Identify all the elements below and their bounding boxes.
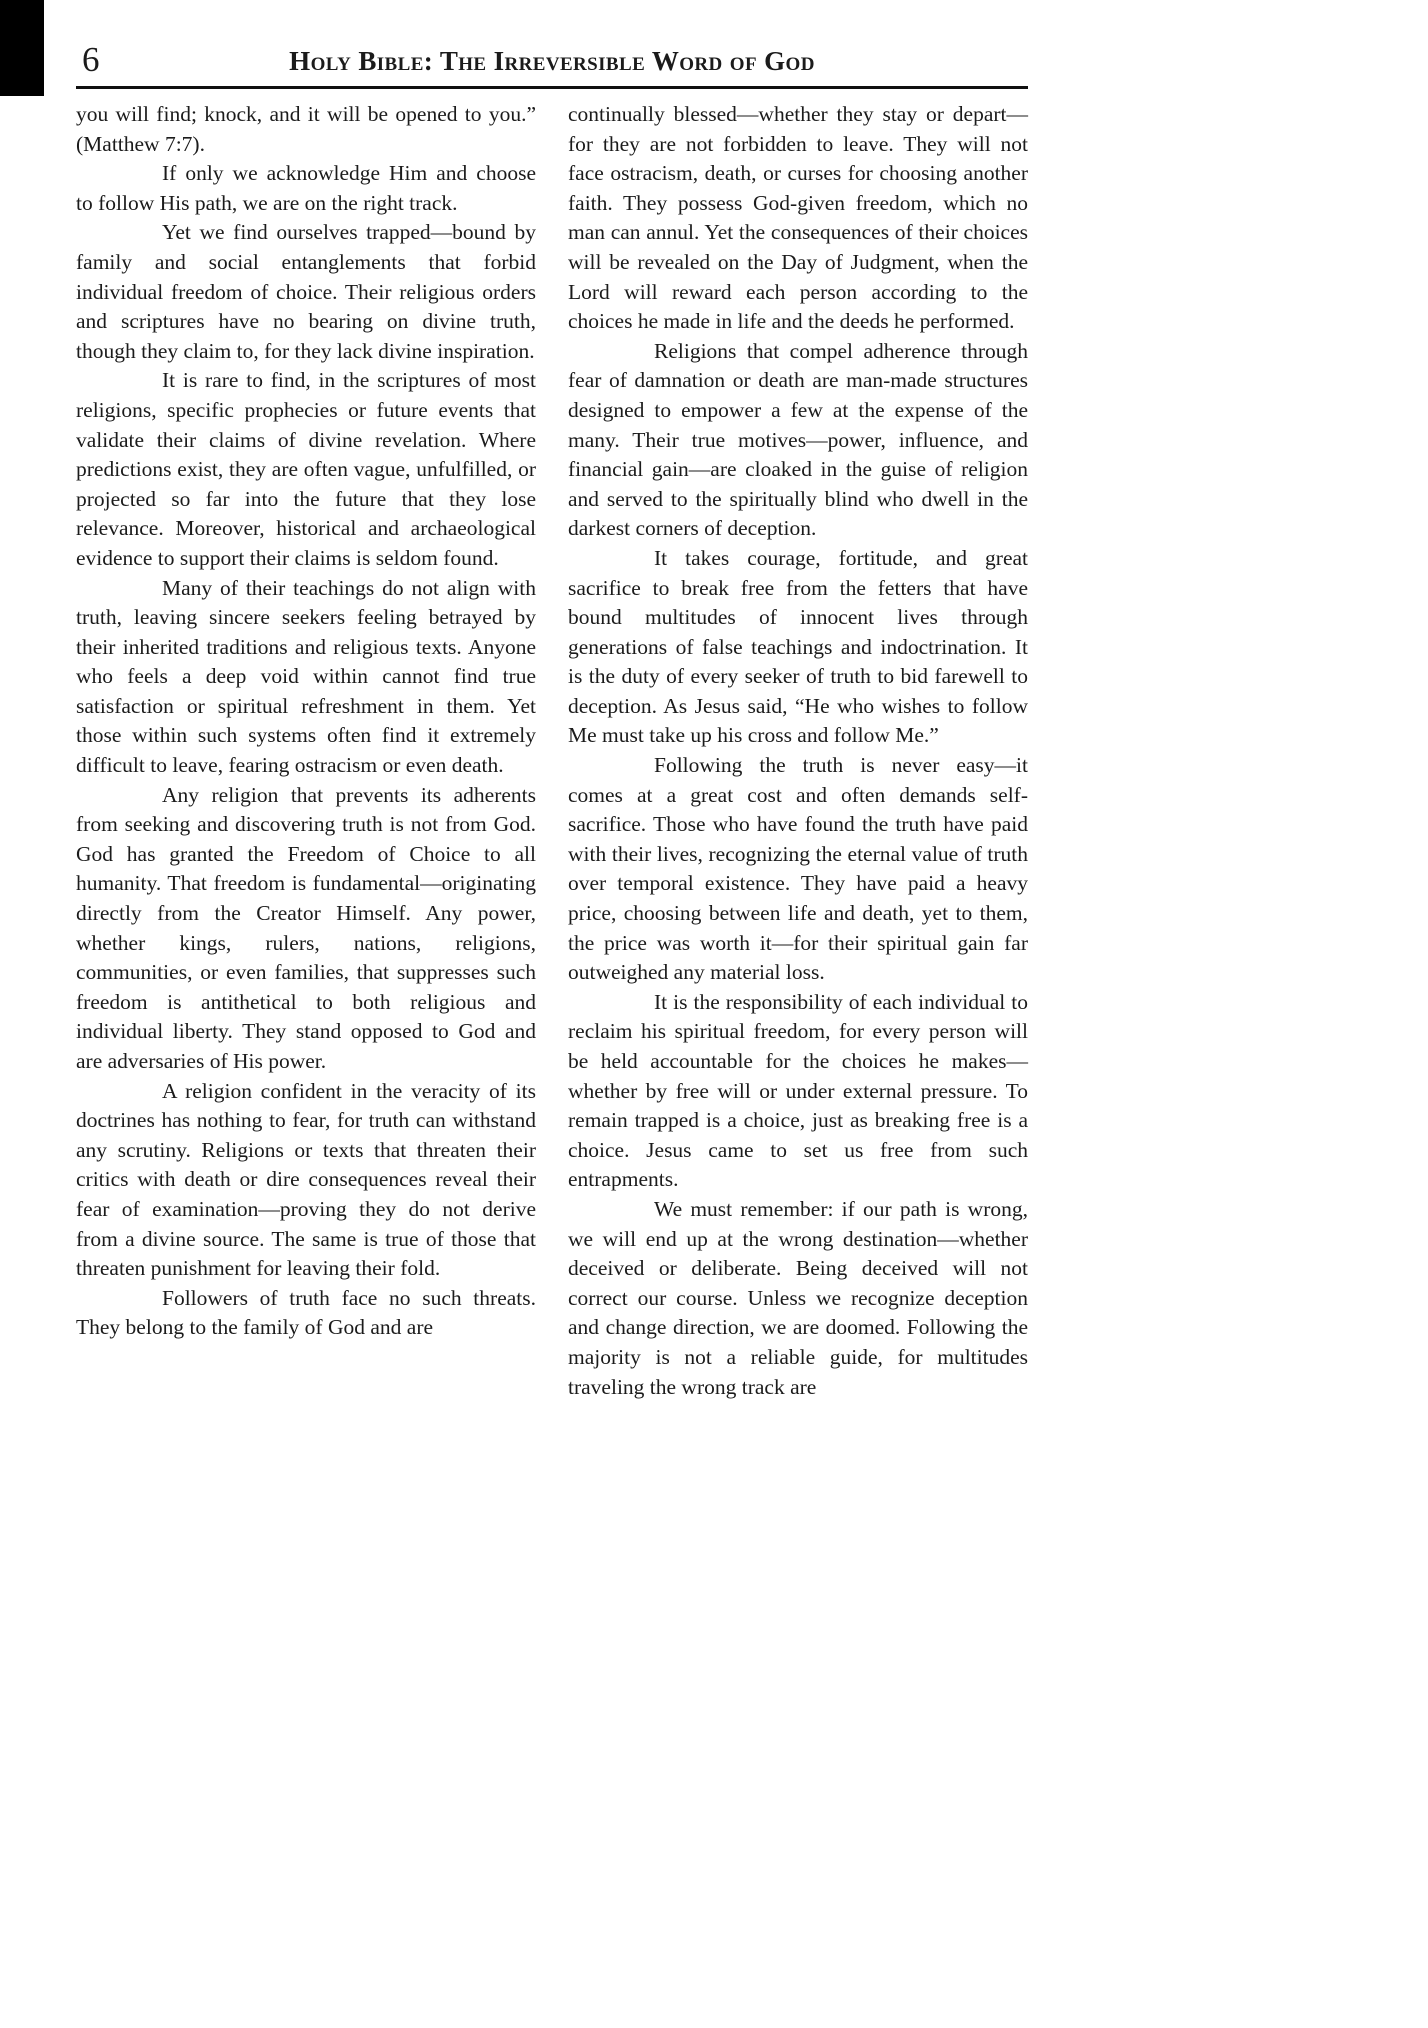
paragraph: We must remember: if our path is wrong, we will end up at the wrong destination—whether deceived or deliberate. Being deceived will not correct our course. Unless we recognize deception and change direction, we are doomed. Following the majority is not a reliable guide, for multitudes traveling the wrong track are (568, 1196, 1028, 1399)
page-title: Holy Bible: The Irreversible Word of God (289, 46, 815, 76)
paragraph: Yet we find ourselves trapped—bound by family and social entanglements that forbid individual freedom of choice. Their religious orders and scriptures have no bearing on divine truth, though they claim to, for they lack divine inspiration. (76, 220, 536, 363)
right-column (568, 100, 1028, 1402)
paragraph: If only we acknowledge Him and choose to follow His path, we are on the right track. (76, 161, 536, 215)
paragraph: continually blessed—whether they stay or depart—for they are not forbidden to leave. They will not face ostracism, death, or curses for choosing another faith. They possess God-given freedom, which no man can annul. Yet the consequences of their choices will be revealed on the Day of Judgment, when the Lord will reward each person according to the choices he made in life and the deeds he performed. (568, 102, 1028, 334)
paragraph: Religions that compel adherence through fear of damnation or death are man-made structures designed to empower a few at the expense of the many. Their true motives—power, influence, and financial gain—are cloaked in the guise of religion and served to the spiritually blind who dwell in the darkest corners of deception. (568, 338, 1028, 541)
paragraph: A religion confident in the veracity of its doctrines has nothing to fear, for truth can withstand any scrutiny. Religions or texts that threaten their critics with death or dire consequences reveal their fear of examination—proving they do not derive from a divine source. The same is true of those that threaten punishment for leaving their fold. (76, 1078, 536, 1281)
left-column (76, 100, 536, 1402)
text-columns (76, 100, 1028, 1402)
page-number: 6 (82, 40, 100, 79)
paragraph: Followers of truth face no such threats. They belong to the family of God and are (76, 1285, 536, 1340)
paragraph: Any religion that prevents its adherents from seeking and discovering truth is not from God. God has granted the Freedom of Choice to all humanity. That freedom is fundamental—originating directly from the Creator Himself. Any power, whether kings, rulers, nations, religions, communities, or even families, that suppresses such freedom is antithetical to both religious and individual liberty. They stand opposed to God and are adversaries of His power. (76, 782, 536, 1073)
paragraph: It is rare to find, in the scriptures of most religions, specific prophecies or future events that validate their claims of divine revelation. Where predictions exist, they are often vague, unfulfilled, or projected so far into the future that they lose relevance. Moreover, historical and archaeological evidence to support their claims is seldom found. (76, 368, 536, 570)
scan-edge-mark (0, 0, 44, 96)
paragraph: It takes courage, fortitude, and great sacrifice to break free from the fetters that have bound multitudes of innocent lives through generations of false teachings and indoctrination. It is the duty of every seeker of truth to bid farewell to deception. As Jesus said, “He who wishes to follow Me must take up his cross and follow Me.” (568, 545, 1028, 748)
page-header (76, 38, 1028, 86)
paragraph: you will find; knock, and it will be opened to you.” (Matthew 7:7). (76, 102, 536, 156)
paragraph: It is the responsibility of each individual to reclaim his spiritual freedom, for every person will be held accountable for the choices he makes—whether by free will or under external pressure. To remain trapped is a choice, just as breaking free is a choice. Jesus came to set us free from such entrapments. (568, 989, 1028, 1192)
paragraph: Many of their teachings do not align with truth, leaving sincere seekers feeling betrayed by their inherited traditions and religious texts. Anyone who feels a deep void within cannot find true satisfaction or spiritual refreshment in them. Yet those within such systems often find it extremely difficult to leave, fearing ostracism or even death. (76, 575, 536, 778)
paragraph: Following the truth is never easy—it comes at a great cost and often demands self-sacrifice. Those who have found the truth have paid with their lives, recognizing the eternal value of truth over temporal existence. They have paid a heavy price, choosing between life and death, yet to them, the price was worth it—for their spiritual gain far outweighed any material loss. (568, 753, 1028, 985)
header-rule (76, 86, 1028, 89)
